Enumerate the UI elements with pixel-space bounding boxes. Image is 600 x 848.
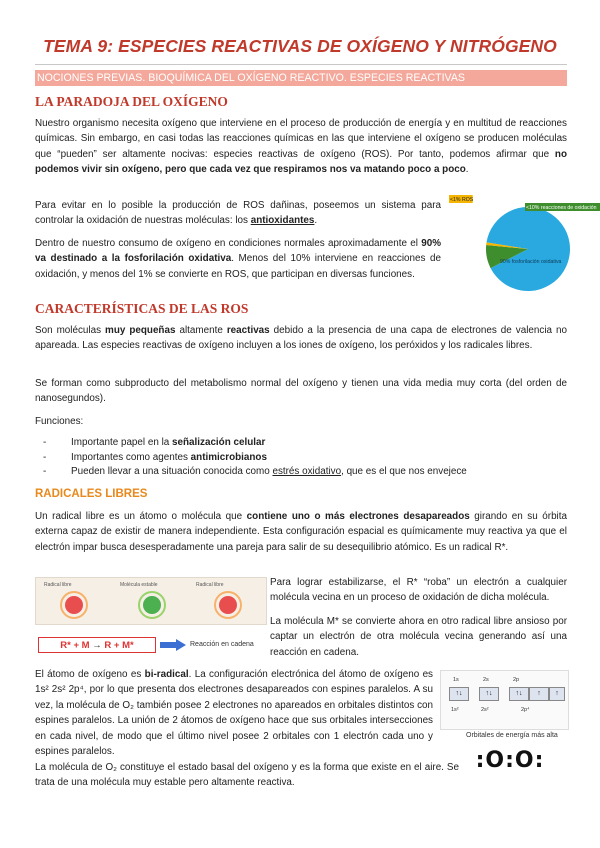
orbital-label: 2s xyxy=(483,677,489,683)
orbital-label: 1s xyxy=(453,677,459,683)
section-banner: NOCIONES PREVIAS. BIOQUÍMICA DEL OXÍGENO REACTIVO. ESPECIES REACTIVAS xyxy=(35,70,567,86)
orbital-box: ↑↓ xyxy=(449,687,469,701)
radical-illustration xyxy=(35,577,267,625)
o2-lewis-structure xyxy=(470,744,550,784)
orbital-box: ↑↓ xyxy=(479,687,499,701)
chain-reaction-equation: R* + M → R + M* xyxy=(38,637,156,653)
oxigeno-paragraph-1: El átomo de oxígeno es bi-radical. La configuración electrónica del átomo de oxígeno es 1s² 2s² 2p⁴, por lo que presenta dos electrones desapareados con espines paralelos. A su vez, la molécula de O₂ también posee 2 electrones no apareados en orbitales distintos con espines paralelos. La unión de 2 átomos de oxígeno hace que sus orbitales intersecciones en cada nivel, de modo que el último nivel posee 2 orbitales con 1 electrón cada uno y espines paralelos. xyxy=(35,669,433,758)
pie-label: <1% ROS xyxy=(450,197,474,203)
lewis-caption: Orbitales de energía más alta xyxy=(466,732,558,739)
pie-label: <10% reacciones de oxidación xyxy=(526,205,597,211)
radicales-paragraph-1: Un radical libre es un átomo o molécula que contiene uno o más electrones desapareados girando en su órbita externa capaz de existir de manera independiente. Esta configuración espacial es químicamente muy reactiva ya que el electrón impar busca desesperadamente una pareja para salir de su desequilibrio atómico. Es un radical R*. xyxy=(35,511,567,553)
list-item: - Pueden llevar a una situación conocida como estrés oxidativo, que es el que nos envejece xyxy=(35,465,567,480)
paradoja-paragraph-3: Dentro de nuestro consumo de oxígeno en condiciones normales aproximadamente el 90% va destinado a la fosforilación oxidativa. Menos del 10% interviene en reacciones de oxidación, y menos del 1% se convierte en ROS, que participan en diversas funciones. xyxy=(35,238,441,280)
page-title: TEMA 9: ESPECIES REACTIVAS DE OXÍGENO Y NITRÓGENO xyxy=(43,36,557,56)
orbital-diagram xyxy=(440,670,569,730)
arrow-right-icon xyxy=(160,639,186,651)
figure-caption: Radical libre xyxy=(44,582,72,588)
caracteristicas-paragraph-2: Se forman como subproducto del metabolismo normal del oxígeno y tienen una vida media muy corta (del orden de nanosegundos). xyxy=(35,378,567,405)
funciones-list xyxy=(35,436,567,480)
paradoja-paragraph-2: Para evitar en lo posible la producción de ROS dañinas, poseemos un sistema para controlar la oxidación de nuestras moléculas: los antioxidantes. xyxy=(35,200,441,227)
funciones-label: Funciones: xyxy=(35,416,84,427)
oxigeno-paragraph-2: La molécula de O₂ constituye el estado basal del oxígeno y es la forma que existe en el aire. Se trata de una molécula muy estable pero altamente reactiva. xyxy=(35,762,459,789)
paradoja-paragraph-1: Nuestro organismo necesita oxígeno que interviene en el proceso de producción de energía y en multitud de reacciones químicas. Sin embargo, en casi todas las reacciones químicas en las que interviene el oxígeno se producen moléculas que “pueden” ser altamente nocivas: especies reactivas de oxígeno (ROS). Por tanto, podemos afirmar que no podemos vivir sin oxígeno, pero que cada vez que respiramos nos va matando poco a poco. xyxy=(35,118,567,176)
figure-caption: Molécula estable xyxy=(120,582,158,588)
orbital-label: 2p xyxy=(513,677,520,683)
lewis-text: :O:O: xyxy=(475,748,545,773)
heading-radicales: RADICALES LIBRES xyxy=(35,488,148,500)
pie-label: 90% fosforilación oxidativa xyxy=(500,259,562,265)
orbital-config: 1s² xyxy=(451,707,459,713)
oxygen-use-pie-chart xyxy=(448,193,597,293)
radical-panel-1 xyxy=(40,581,112,619)
chain-reaction-label: Reacción en cadena xyxy=(190,641,254,648)
orbital-config: 2s² xyxy=(481,707,489,713)
heading-caracteristicas: CARACTERÍSTICAS DE LAS ROS xyxy=(35,301,249,316)
list-item: - Importante papel en la señalización celular xyxy=(35,436,567,451)
list-item: - Importantes como agentes antimicrobianos xyxy=(35,451,567,466)
figure-caption: Radical libre xyxy=(196,582,224,588)
orbital-box: ↑ xyxy=(549,687,565,701)
heading-paradoja: LA PARADOJA DEL OXÍGENO xyxy=(35,94,228,109)
orbital-config: 2p⁴ xyxy=(521,707,530,713)
title-divider xyxy=(35,64,567,65)
caracteristicas-paragraph-1: Son moléculas muy pequeñas altamente reactivas debido a la presencia de una capa de electrones de valencia no apareada. Las especies reactivas de oxígeno incluyen a los iones de oxígeno, los peróxidos y los radicales libres. xyxy=(35,325,567,352)
radical-panel-3 xyxy=(192,581,264,619)
orbital-box: ↑ xyxy=(529,687,549,701)
orbital-box: ↑↓ xyxy=(509,687,529,701)
radical-panel-2 xyxy=(116,581,188,619)
radicales-paragraph-3: La molécula M* se convierte ahora en otro radical libre ansioso por captar un electrón de otra molécula vecina generando así una reacción en cadena. xyxy=(270,616,567,658)
radicales-paragraph-2: Para lograr estabilizarse, el R* “roba” un electrón a cualquier molécula vecina en un proceso de oxidación de dicha molécula. xyxy=(270,577,567,604)
